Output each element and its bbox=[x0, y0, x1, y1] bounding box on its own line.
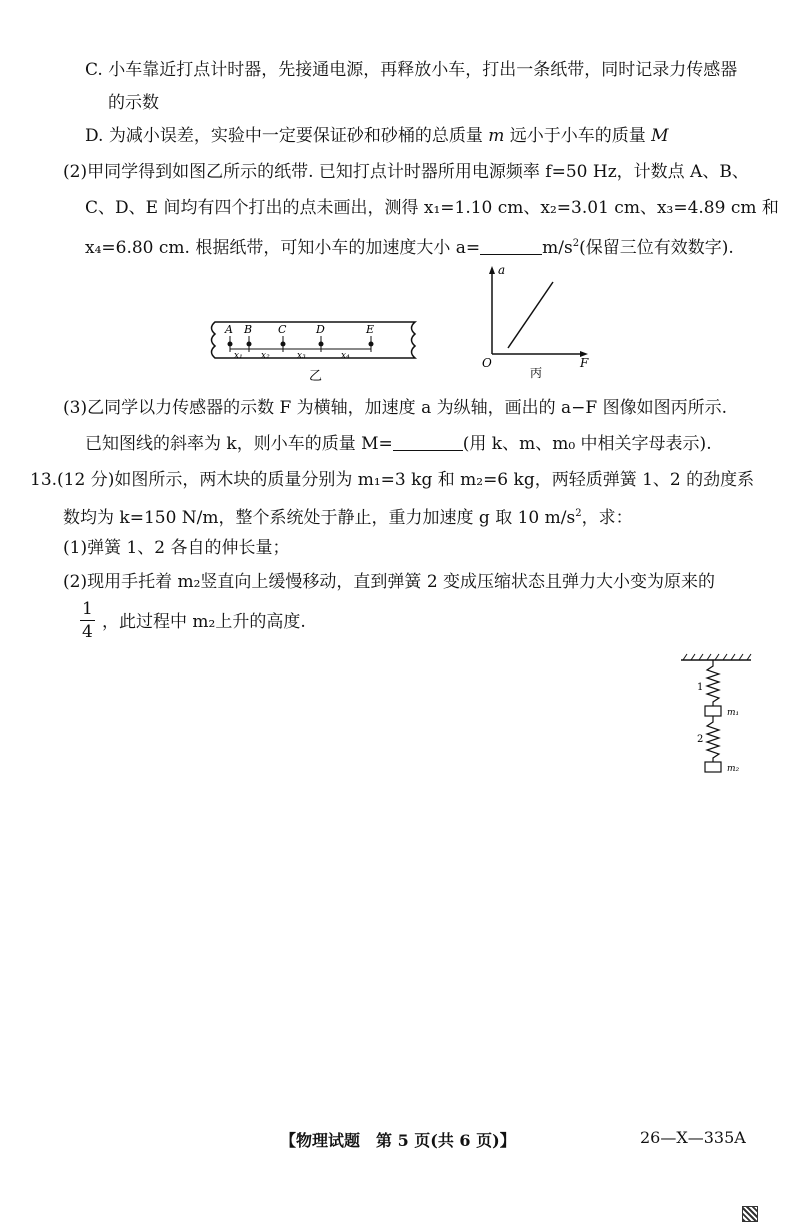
footer-code: 26—X—335A bbox=[640, 1128, 746, 1147]
q3-line2-post: (用 k、m、m₀ 中相关字母表示). bbox=[462, 434, 712, 454]
frac-num: 1 bbox=[82, 599, 93, 619]
graph-origin: O bbox=[482, 356, 492, 370]
tape-label-e: E bbox=[366, 323, 375, 336]
tape-seg-x2: x₂ bbox=[261, 351, 270, 361]
q13-part2: (2)现用手托着 m₂竖直向上缓慢移动，直到弹簧 2 变成压缩状态且弹力大小变为原来的 bbox=[63, 572, 716, 592]
block-m1 bbox=[705, 706, 721, 716]
option-d-pre: D. 为减小误差，实验中一定要保证砂和砂桶的总质量 bbox=[85, 126, 489, 146]
tape-seg-x3: x₃ bbox=[297, 351, 306, 361]
q13-line2-sup: 2 bbox=[575, 508, 582, 519]
q13-line2-post: ，求： bbox=[581, 508, 633, 528]
q2-line2: C、D、E 间均有四个打出的点未画出，测得 x₁=1.10 cm、x₂=3.01 cm、x₃=4.89 cm 和 bbox=[85, 198, 779, 218]
q3-line1: (3)乙同学以力传感器的示数 F 为横轴，加速度 a 为纵轴，画出的 a−F 图像如图丙所示. bbox=[63, 398, 728, 418]
graph-y-label: a bbox=[498, 263, 506, 277]
label-m2: m₂ bbox=[727, 764, 740, 774]
q2-line3-post: (保留三位有效数字). bbox=[579, 238, 734, 258]
spring-1 bbox=[707, 660, 719, 706]
label-m1: m₁ bbox=[727, 708, 740, 718]
spring-2 bbox=[707, 716, 719, 762]
tape-label-d: D bbox=[316, 323, 325, 336]
tape-label-b: B bbox=[244, 323, 253, 336]
option-d bbox=[85, 124, 669, 148]
answer-blank-m[interactable] bbox=[393, 434, 463, 451]
q2-line3-pre: x₄=6.80 cm. 根据纸带，可知小车的加速度大小 a= bbox=[85, 238, 481, 258]
q3-line2 bbox=[85, 432, 712, 456]
q2-line1: (2)甲同学得到如图乙所示的纸带. 已知打点计时器所用电源频率 f=50 Hz，计数点 A、B、 bbox=[63, 162, 749, 182]
q2-unit: m/s bbox=[542, 238, 573, 258]
q13-line2-pre: 数均为 k=150 N/m，整个系统处于静止，重力加速度 g 取 10 m/s bbox=[63, 508, 576, 528]
q3-line2-pre: 已知图线的斜率为 k，则小车的质量 M= bbox=[85, 434, 393, 454]
tape-seg-x4: x₄ bbox=[341, 351, 350, 361]
tape-label-c: C bbox=[278, 323, 287, 336]
option-c-line2: 的示数 bbox=[108, 93, 159, 113]
graph-caption: 丙 bbox=[530, 366, 543, 380]
q2-line3 bbox=[85, 232, 734, 260]
option-d-post: 远小于小车的质量 bbox=[504, 126, 652, 146]
spring-figure bbox=[675, 652, 770, 782]
q13-part2-end: ，此过程中 m₂上升的高度. bbox=[102, 612, 306, 632]
a-f-line bbox=[508, 282, 553, 348]
option-d-M: M bbox=[651, 126, 669, 146]
option-c-line1: C. 小车靠近打点计时器，先接通电源，再释放小车，打出一条纸带，同时记录力传感器 bbox=[85, 60, 738, 80]
spring-label-2: 2 bbox=[697, 734, 704, 745]
a-f-graph bbox=[478, 262, 598, 382]
fraction-quarter bbox=[80, 598, 95, 643]
q13-line2 bbox=[63, 502, 633, 530]
tape-caption: 乙 bbox=[309, 369, 323, 384]
graph-x-label: F bbox=[580, 356, 589, 370]
option-d-m: m bbox=[488, 126, 505, 146]
footer-title: 【物理试题 第 5 页(共 6 页)】 bbox=[280, 1131, 516, 1150]
frac-den: 4 bbox=[82, 622, 93, 642]
tape-label-a: A bbox=[225, 323, 233, 336]
answer-blank-a[interactable] bbox=[480, 238, 542, 255]
q13-part1: (1)弹簧 1、2 各自的伸长量； bbox=[63, 538, 290, 558]
q2-unit-sup: 2 bbox=[572, 238, 580, 249]
spring-label-1: 1 bbox=[697, 682, 704, 693]
q13-line1: 13.(12 分)如图所示，两木块的质量分别为 m₁=3 kg 和 m₂=6 kg，两轻质弹簧 1、2 的劲度系 bbox=[30, 470, 755, 490]
qr-code-icon bbox=[742, 1206, 758, 1222]
block-m2 bbox=[705, 762, 721, 772]
tape-seg-x1: x₁ bbox=[234, 351, 243, 361]
paper-tape-figure bbox=[205, 316, 420, 386]
